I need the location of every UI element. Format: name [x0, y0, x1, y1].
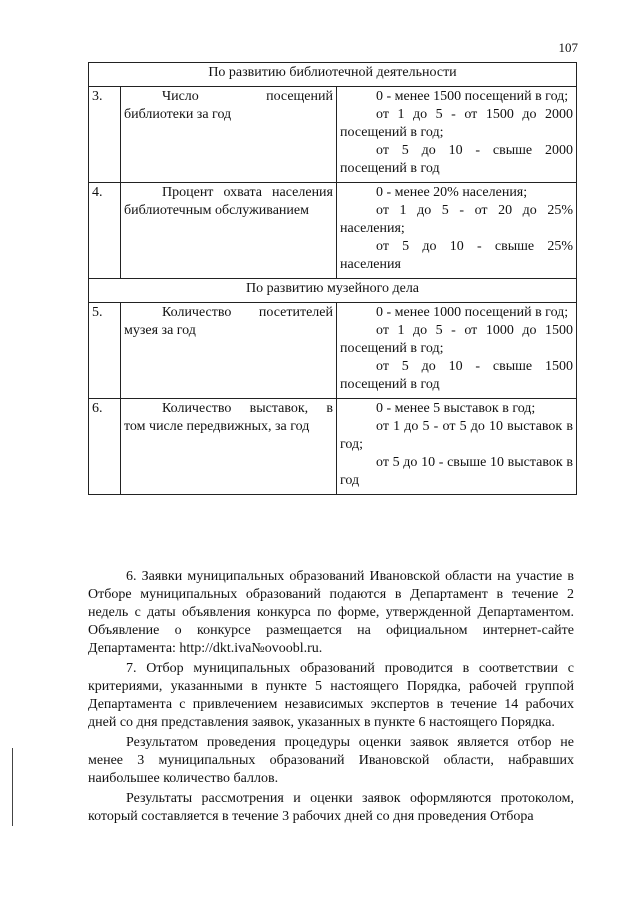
paragraph: 6. Заявки муниципальных образований Ивановской области на участие в Отборе муниципальных образований подаются в Департамент в течение 2 недель с даты объявления конкурса по форме, утвержденной Департаментом. Объявление о конкурсе размещается на официальном интернет-сайте Департамента: http://dkt.iva№ovoobl.ru. — [88, 569, 574, 656]
criterion-value: от 5 до 10 - свыше 1500 посещений в год — [340, 359, 573, 392]
criterion-value: 0 - менее 1000 посещений в год; — [376, 305, 569, 320]
criteria-row — [89, 303, 577, 399]
criteria-row — [89, 399, 577, 495]
criterion-name-rest: библиотеки за год — [124, 107, 232, 122]
criterion-name-cell — [121, 399, 337, 495]
body-text — [88, 568, 574, 826]
paragraph: Результаты рассмотрения и оценки заявок оформляются протоколом, который составляется в течение 3 рабочих дней со дня проведения Отбора — [88, 791, 574, 824]
criterion-value: от 1 до 5 - от 1000 до 1500 посещений в год; — [340, 323, 573, 356]
criterion-value: от 5 до 10 - свыше 25% населения — [340, 239, 573, 272]
row-number: 4. — [89, 183, 121, 279]
section-heading-row — [89, 279, 577, 303]
row-number: 5. — [89, 303, 121, 399]
criterion-values-cell — [337, 399, 577, 495]
criterion-name-first: Процент охвата населения — [162, 185, 333, 200]
criterion-name-cell — [121, 303, 337, 399]
page-number: 107 — [558, 40, 578, 55]
criterion-name-first: Число посещений — [162, 89, 333, 104]
margin-line — [12, 748, 13, 826]
section-heading: По развитию библиотечной деятельности — [89, 63, 577, 87]
criterion-name-cell — [121, 87, 337, 183]
row-number: 6. — [89, 399, 121, 495]
criterion-value: от 1 до 5 - от 5 до 10 выставок в год; — [340, 419, 573, 452]
criterion-name-cell — [121, 183, 337, 279]
criterion-values-cell — [337, 303, 577, 399]
criterion-value: от 5 до 10 - свыше 10 выставок в год — [340, 455, 573, 488]
criterion-name-first: Количество посетителей — [162, 305, 333, 320]
criterion-name-rest: том числе передвижных, за год — [124, 419, 310, 434]
criteria-row — [89, 183, 577, 279]
criterion-value: 0 - менее 5 выставок в год; — [376, 401, 536, 416]
criteria-row — [89, 87, 577, 183]
criterion-value: 0 - менее 20% населения; — [376, 185, 528, 200]
criterion-name-first: Количество выставок, в — [162, 401, 333, 416]
criterion-name-rest: библиотечным обслуживанием — [124, 203, 309, 218]
criterion-value: 0 - менее 1500 посещений в год; — [376, 89, 569, 104]
paragraph: 7. Отбор муниципальных образований проводится в соответствии с критериями, указанными в пункте 5 настоящего Порядка, рабочей группой Департамента с привлечением независимых экспертов в течение 14 рабочих дней со дня представления заявок, указанных в пункте 6 настоящего Порядка. — [88, 661, 574, 730]
criterion-name-rest: музея за год — [124, 323, 196, 338]
row-number: 3. — [89, 87, 121, 183]
paragraph: Результатом проведения процедуры оценки заявок является отбор не менее 3 муниципальных образований Ивановской области, набравших наибольшее количество баллов. — [88, 735, 574, 786]
criterion-value: от 1 до 5 - от 1500 до 2000 посещений в год; — [340, 107, 573, 140]
criterion-values-cell — [337, 183, 577, 279]
section-heading: По развитию музейного дела — [89, 279, 577, 303]
criterion-value: от 1 до 5 - от 20 до 25% населения; — [340, 203, 573, 236]
criterion-values-cell — [337, 87, 577, 183]
criteria-table — [88, 62, 577, 495]
criterion-value: от 5 до 10 - свыше 2000 посещений в год — [340, 143, 573, 176]
section-heading-row — [89, 63, 577, 87]
